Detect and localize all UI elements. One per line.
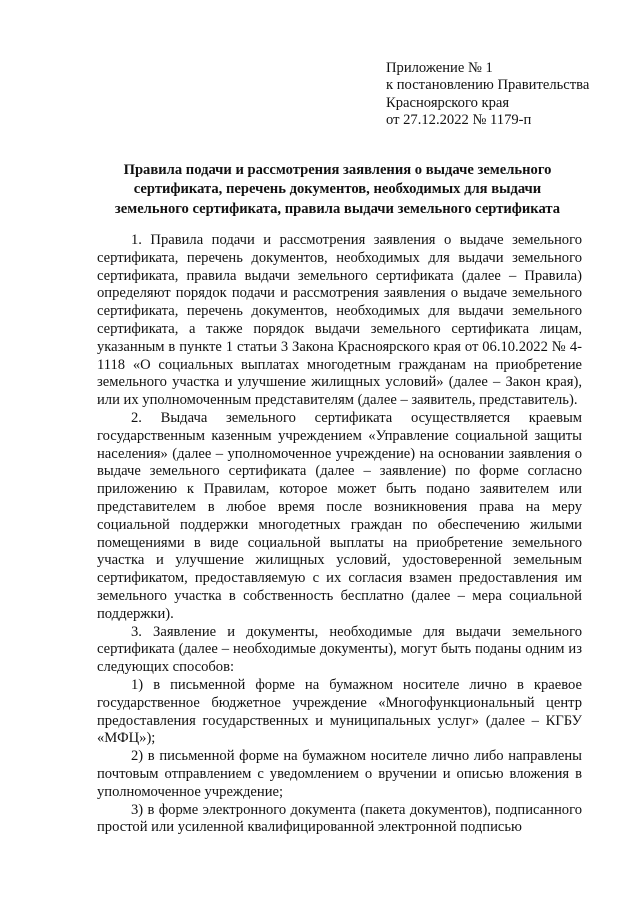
paragraph-2: 2. Выдача земельного сертификата осуществляется краевым государственным казенным учреждением «Управление социальной защиты населения» (далее – уполномоченное учреждение) на основании заявления о выдаче земельного сертификата (далее – заявление) по форме согласно приложению к Правилам, которое может быть подано заявителем или представителем в любое время после возникновения права на меру социальной поддержки многодетных граждан по обеспечению жилыми помещениями в виде социальной выплаты на приобретение земельного участка и улучшение жилищных условий, удостоверенной земельным сертификатом, предоставляемую с их согласия взамен предоставления им земельного участка в собственность бесплатно (далее – мера социальной поддержки). (97, 409, 582, 622)
annex-line: от 27.12.2022 № 1179-п (386, 111, 532, 128)
title-line: Правила подачи и рассмотрения заявления о выдаче земельного (123, 162, 552, 178)
annex-line: к постановлению Правительства (386, 77, 590, 94)
paragraph-1: 1. Правила подачи и рассмотрения заявления о выдаче земельного сертификата, перечень документов, необходимых для выдачи земельного сертификата, правила выдачи земельного сертификата (далее – Правила) определяют порядок подачи и рассмотрения заявления о выдаче земельного сертификата, перечень документов, необходимых для выдачи земельного сертификата, а также порядок выдачи земельного сертификата лицам, указанным в пункте 1 статьи 3 Закона Красноярского края от 06.10.2022 № 4-1118 «О социальных выплатах многодетным гражданам на приобретение земельного участка и улучшение жилищных условий» (далее – Закон края), или их уполномоченным представителям (далее – заявитель, представитель). (97, 232, 582, 409)
annex-line: Красноярского края (386, 94, 510, 111)
title-line: сертификата, перечень документов, необходимых для выдачи (133, 181, 542, 198)
title-line: земельного сертификата, правила выдачи земельного сертификата (114, 200, 561, 217)
paragraph-3-item-2: 2) в письменной форме на бумажном носителе лично либо направлены почтовым отправлением с уведомлением о вручении и описью вложения в уполномоченное учреждение; (97, 748, 582, 800)
document-title (95, 161, 580, 219)
annex-line: Приложение № 1 (386, 60, 493, 76)
annex-block (386, 60, 626, 129)
paragraph-3: 3. Заявление и документы, необходимые для выдачи земельного сертификата (далее – необходимые документы), могут быть поданы одним из следующих способов: (97, 623, 582, 676)
paragraph-3-item-3: 3) в форме электронного документа (пакета документов), подписанного простой или усиленной квалифицированной электронной подписью (97, 801, 582, 836)
document-body (97, 232, 582, 837)
paragraph-3-item-1: 1) в письменной форме на бумажном носителе лично в краевое государственное бюджетное учреждение «Многофункциональный центр предоставления государственных и муниципальных услуг» (далее – КГБУ «МФЦ»); (97, 676, 582, 747)
